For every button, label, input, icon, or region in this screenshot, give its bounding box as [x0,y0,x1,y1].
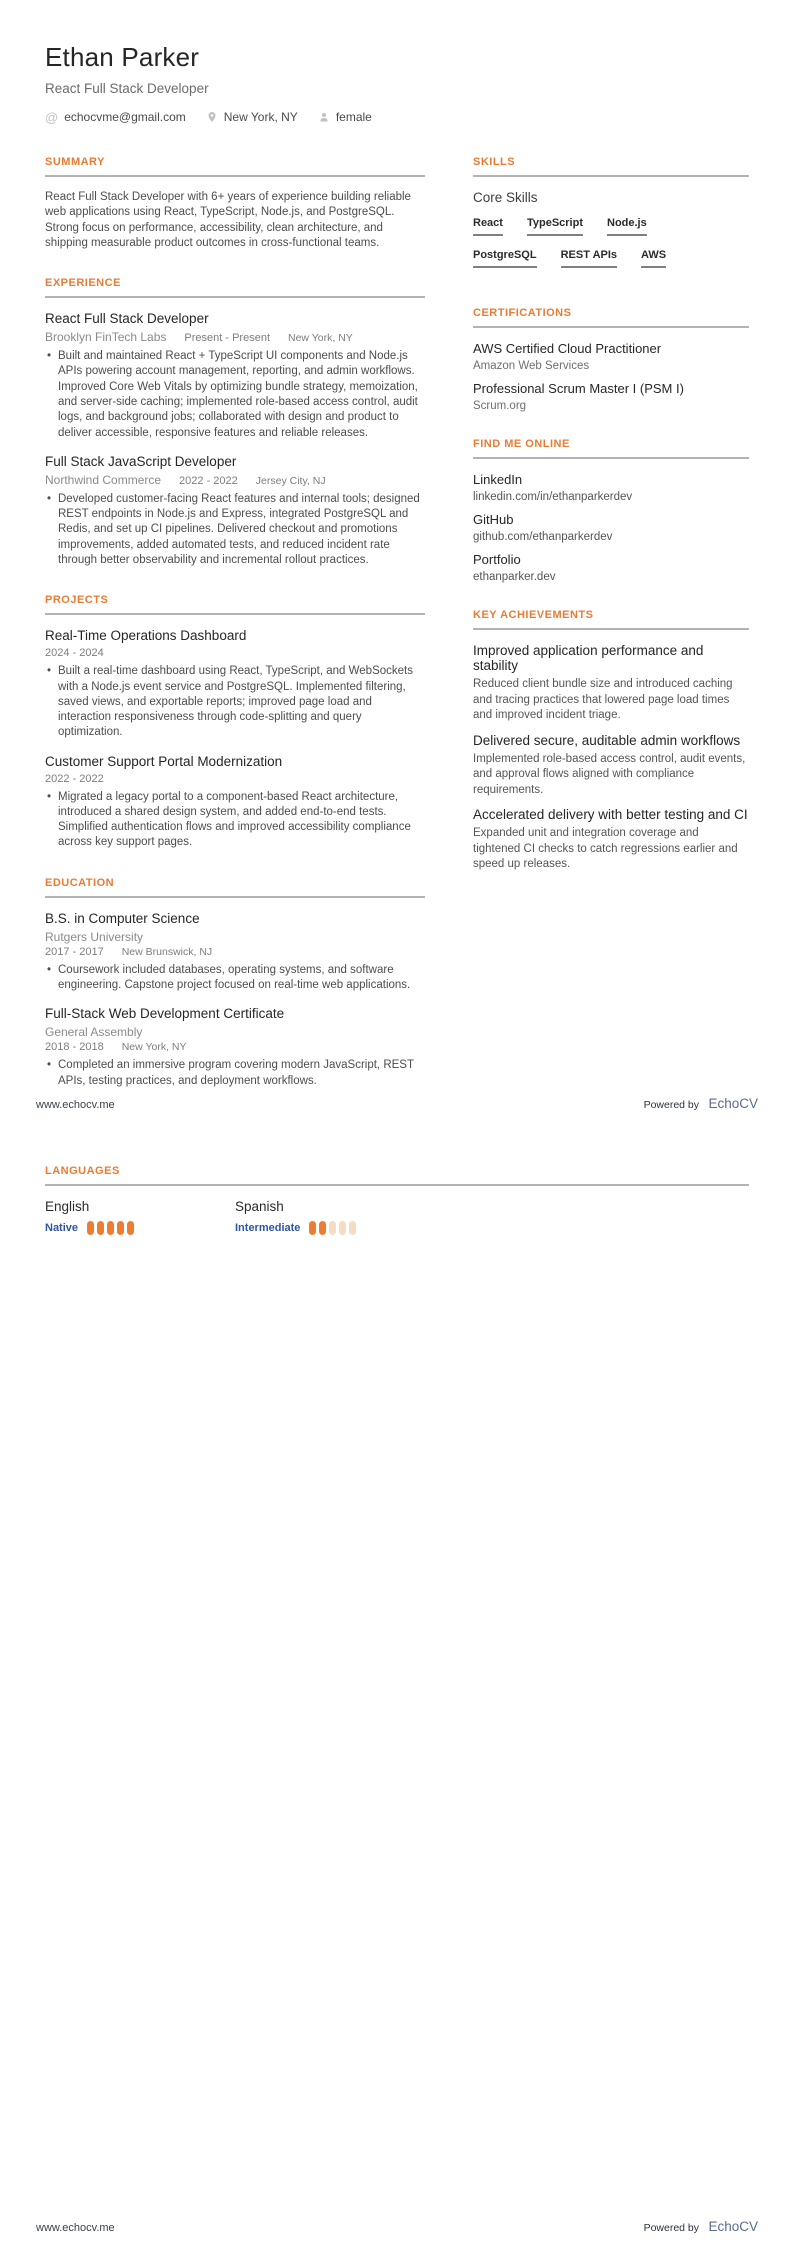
experience-title: React Full Stack Developer [45,311,209,327]
language-level-label: Intermediate [235,1222,301,1234]
level-bar [87,1221,94,1235]
certifications-section [473,307,749,412]
experience-section [45,277,425,568]
skill-tag: React [473,217,503,236]
skill-tag: TypeScript [527,217,583,236]
resume-header [45,42,749,124]
experience-item [45,311,425,441]
echocv-brand: EchoCV [708,1096,758,1111]
project-dates: 2022 - 2022 [45,772,104,785]
level-bar [309,1221,316,1235]
email-text[interactable]: echocvme@gmail.com [64,110,186,124]
level-bar [329,1221,336,1235]
achievement-item [473,643,749,724]
find-me-online-heading: FIND ME ONLINE [473,438,749,459]
footer-site-link[interactable]: www.echocv.me [36,1099,115,1111]
skill-tag: REST APIs [561,249,617,268]
education-school: Rutgers University [45,929,144,944]
education-item [45,1006,425,1089]
experience-dates: Present - Present [184,332,270,345]
contact-email [45,110,186,124]
summary-text: React Full Stack Developer with 6+ years of experience building reliable web applications using React, TypeScript, Node.js, and PostgreSQL. Strong focus on performance, accessibility, clean architecture, and shipping measurable product outcomes in cross-functional teams. [45,191,411,249]
online-link-label: GitHub [473,512,514,527]
skill-tag: AWS [641,249,666,268]
education-meta [45,946,425,958]
achievement-description: Reduced client bundle size and introduced caching and tracing practices that lowered page load times and improved incident triage. [473,678,733,722]
skills-heading: SKILLS [473,156,749,177]
page-footer [36,2218,758,2236]
education-school-row [45,930,425,944]
skill-tag: Node.js [607,217,647,236]
level-bar [107,1221,114,1235]
achievement-item [473,733,749,799]
language-item [45,1199,235,1235]
footer-powered-by [644,1095,758,1113]
skill-tag: PostgreSQL [473,249,537,268]
language-level-row [235,1221,425,1235]
online-link-label: LinkedIn [473,472,523,487]
level-bar [339,1221,346,1235]
key-achievements-section [473,609,749,873]
certification-item [473,341,749,372]
gender-text: female [335,110,372,124]
education-degree: Full-Stack Web Development Certificate [45,1006,285,1022]
experience-item [45,454,425,568]
summary-section [45,156,425,251]
at-icon: @ [45,109,59,125]
experience-dates: 2022 - 2022 [179,474,238,487]
experience-title: Full Stack JavaScript Developer [45,453,237,469]
project-meta [45,647,425,659]
experience-location: Jersey City, NJ [255,474,326,487]
experience-company: Northwind Commerce [45,472,162,487]
online-link-item [473,512,749,543]
experience-company: Brooklyn FinTech Labs [45,330,167,345]
education-school-row [45,1025,425,1039]
online-link-url[interactable]: github.com/ethanparkerdev [473,531,613,543]
level-bar [127,1221,134,1235]
languages-section [45,1165,749,1235]
footer-site-link[interactable]: www.echocv.me [36,2222,115,2234]
page-footer [36,1095,758,1113]
level-bar [319,1221,326,1235]
level-bar [117,1221,124,1235]
project-item [45,628,425,740]
location-pin-icon [206,111,218,123]
online-link-url[interactable]: ethanparker.dev [473,571,556,583]
experience-heading: EXPERIENCE [45,277,425,298]
experience-meta [45,330,425,344]
experience-meta [45,473,425,487]
language-level-bars [87,1221,134,1235]
language-name: English [45,1199,90,1214]
achievement-title: Improved application performance and stability [473,643,704,673]
education-section [45,877,425,1089]
online-link-label: Portfolio [473,552,521,567]
project-title: Customer Support Portal Modernization [45,753,283,769]
languages-heading: LANGUAGES [45,1165,749,1186]
project-title: Real-Time Operations Dashboard [45,628,247,644]
certification-title: AWS Certified Cloud Practitioner [473,341,662,356]
key-achievements-heading: KEY ACHIEVEMENTS [473,609,749,630]
language-level-row [45,1221,235,1235]
project-bullet: • Migrated a legacy portal to a component-based React architecture, introduced a shared design system, and added end-to-end tests. Simplified authentication flows and improved accessibility compliance across key support pages. [45,790,425,851]
education-degree: B.S. in Computer Science [45,910,200,926]
powered-by-text: Powered by [643,2222,700,2234]
projects-heading: PROJECTS [45,594,425,615]
achievement-title: Accelerated delivery with better testing and CI [473,807,748,823]
certification-title: Professional Scrum Master I (PSM I) [473,381,684,396]
online-link-url[interactable]: linkedin.com/in/ethanparkerdev [473,491,633,503]
language-level-label: Native [45,1222,79,1234]
footer-powered-by [644,2218,758,2236]
education-school: General Assembly [45,1025,143,1040]
online-link-item [473,472,749,503]
echocv-brand: EchoCV [708,2219,758,2234]
certification-issuer: Amazon Web Services [473,360,590,372]
contact-location [206,110,298,124]
education-dates: 2017 - 2017 [45,945,104,958]
achievement-description: Implemented role-based access control, audit events, and approval flows aligned with compliance requirements. [473,752,746,796]
language-level-bars [309,1221,356,1235]
certification-issuer: Scrum.org [473,400,527,412]
location-text: New York, NY [223,110,298,124]
right-column [473,156,749,1115]
education-heading: EDUCATION [45,877,425,898]
education-location: New York, NY [121,1041,187,1054]
experience-location: New York, NY [288,332,353,345]
contact-gender [318,110,372,124]
education-item [45,911,425,994]
achievement-title: Delivered secure, auditable admin workflows [473,732,741,748]
project-meta [45,773,425,785]
achievement-description: Expanded unit and integration coverage and tightened CI checks to catch regressions earlier and speed up releases. [473,827,738,871]
left-column [45,156,425,1115]
powered-by-text: Powered by [643,1099,700,1111]
certifications-heading: CERTIFICATIONS [473,307,749,328]
experience-bullet: • Developed customer-facing React features and internal tools; designed REST endpoints in Node.js and Express, integrated PostgreSQL and Redis, and set up CI pipelines. Delivered checkout and promotions improvements, added automated tests, and reduced incident rate through better observability and incremental rollout practices. [45,492,425,568]
job-title: React Full Stack Developer [45,81,209,96]
project-bullet: • Built a real-time dashboard using React, TypeScript, and WebSockets with a Node.js event service and PostgreSQL. Implemented filtering, saved views, and exportable reports; improved page load and interaction responsiveness through code-splitting and query optimization. [45,664,425,740]
project-item [45,754,425,851]
resume-page-2 [0,1123,794,2246]
achievement-item [473,807,749,873]
person-name: Ethan Parker [45,42,200,72]
education-location: New Brunswick, NJ [121,945,213,958]
contact-row [45,110,749,124]
projects-section [45,594,425,851]
language-item [235,1199,425,1235]
language-name: Spanish [235,1199,284,1214]
education-meta [45,1041,425,1053]
summary-heading: SUMMARY [45,156,425,177]
online-link-item [473,552,749,583]
experience-bullet: • Built and maintained React + TypeScript UI components and Node.js APIs powering account management, reporting, and admin workflows. Improved Core Web Vitals by optimizing bundle strategy, memoization, and server-side caching; implemented role-based access control, audit logs, and background jobs; collaborated with design and product to deliver accessible, responsive features and reliable releases. [45,349,425,441]
education-bullet: • Completed an immersive program covering modern JavaScript, REST APIs, testing practices, and deployment workflows. [45,1058,425,1089]
education-bullet: • Coursework included databases, operating systems, and software engineering. Capstone project focused on real-time web applications. [45,963,425,994]
languages-grid [45,1199,749,1235]
education-dates: 2018 - 2018 [45,1041,104,1054]
level-bar [349,1221,356,1235]
certification-item [473,381,749,412]
skill-tags [473,217,749,281]
find-me-online-section [473,438,749,583]
skills-section [473,156,749,281]
person-icon [318,111,330,123]
skills-group-label: Core Skills [473,190,538,205]
project-dates: 2024 - 2024 [45,647,104,660]
level-bar [97,1221,104,1235]
